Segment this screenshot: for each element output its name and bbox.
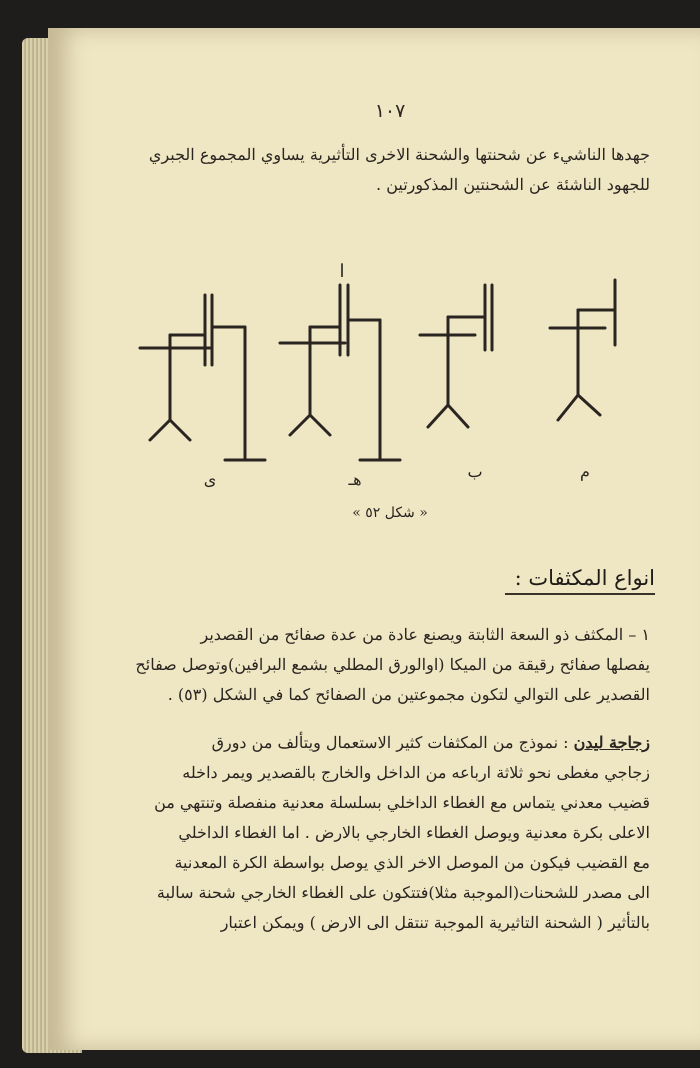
page-number: ١٠٧: [374, 100, 406, 122]
intro-line: للجهود الناشئة عن الشحنتين المذكورتين .: [376, 175, 650, 194]
item-1-line: يفصلها صفائح رقيقة من الميكا (اوالورق المطلي بشمع البرافين)وتوصل صفائح: [135, 655, 650, 674]
leyden-line: الى مصدر للشحنات(الموجبة مثلا)فتتكون على الغطاء الخارجي شحنة سالبة: [156, 883, 650, 902]
leyden-first-line: [140, 728, 650, 758]
leyden-line: بالتأثير ( الشحنة التاثيرية الموجبة تنتقل الى الارض ) ويمكن اعتبار: [220, 913, 650, 932]
electroscope-figure: [130, 255, 650, 495]
figure-label-h: هـ: [348, 470, 362, 489]
intro-paragraph: [140, 140, 650, 200]
electroscope-h: [280, 285, 400, 460]
item-1-line: ١ – المكثف ذو السعة الثابتة ويصنع عادة من عدة صفائح من القصدير: [200, 625, 650, 644]
figure-label-m: م: [580, 462, 590, 481]
figure-label-b: ب: [467, 462, 483, 481]
electroscope-m: [550, 280, 615, 420]
leyden-line: مع القضيب فيكون من الموصل الاخر الذي يوصل بواسطة الكرة المعدنية: [174, 853, 650, 872]
electroscope-d: [140, 295, 265, 460]
leyden-line: قضيب معدني يتماس مع الغطاء الداخلي بسلسلة معدنية منفصلة وتنتهي من: [154, 793, 650, 812]
intro-line: جهدها الناشيء عن شحنتها والشحنة الاخرى التأثيرية يساوي المجموع الجبري: [148, 145, 650, 164]
item-1-line: القصدير على التوالي لتكون مجموعتين من الصفائح كما في الشكل (٥٣) .: [167, 685, 650, 704]
leyden-term: زجاجة ليدن: [573, 733, 650, 752]
item-1-paragraph: [135, 620, 650, 710]
figure-label-d: ى: [203, 470, 217, 489]
figure-label-a: ا: [339, 261, 345, 282]
figure-caption: « شكل ٥٢ »: [352, 505, 428, 521]
leyden-line: زجاجي مغطى نحو ثلاثة ارباعه من الداخل والخارج بالقصدير ويمر داخله: [182, 763, 650, 782]
section-heading: انواع المكثفات :: [505, 566, 655, 595]
leyden-first-line-rest: : نموذج من المكثفات كثير الاستعمال ويتألف من دورق: [211, 733, 569, 752]
leyden-line: الاعلى بكرة معدنية ويوصل الغطاء الخارجي بالارض . اما الغطاء الداخلي: [178, 823, 650, 842]
electroscope-b: [420, 285, 492, 427]
leyden-paragraph: [140, 728, 650, 938]
